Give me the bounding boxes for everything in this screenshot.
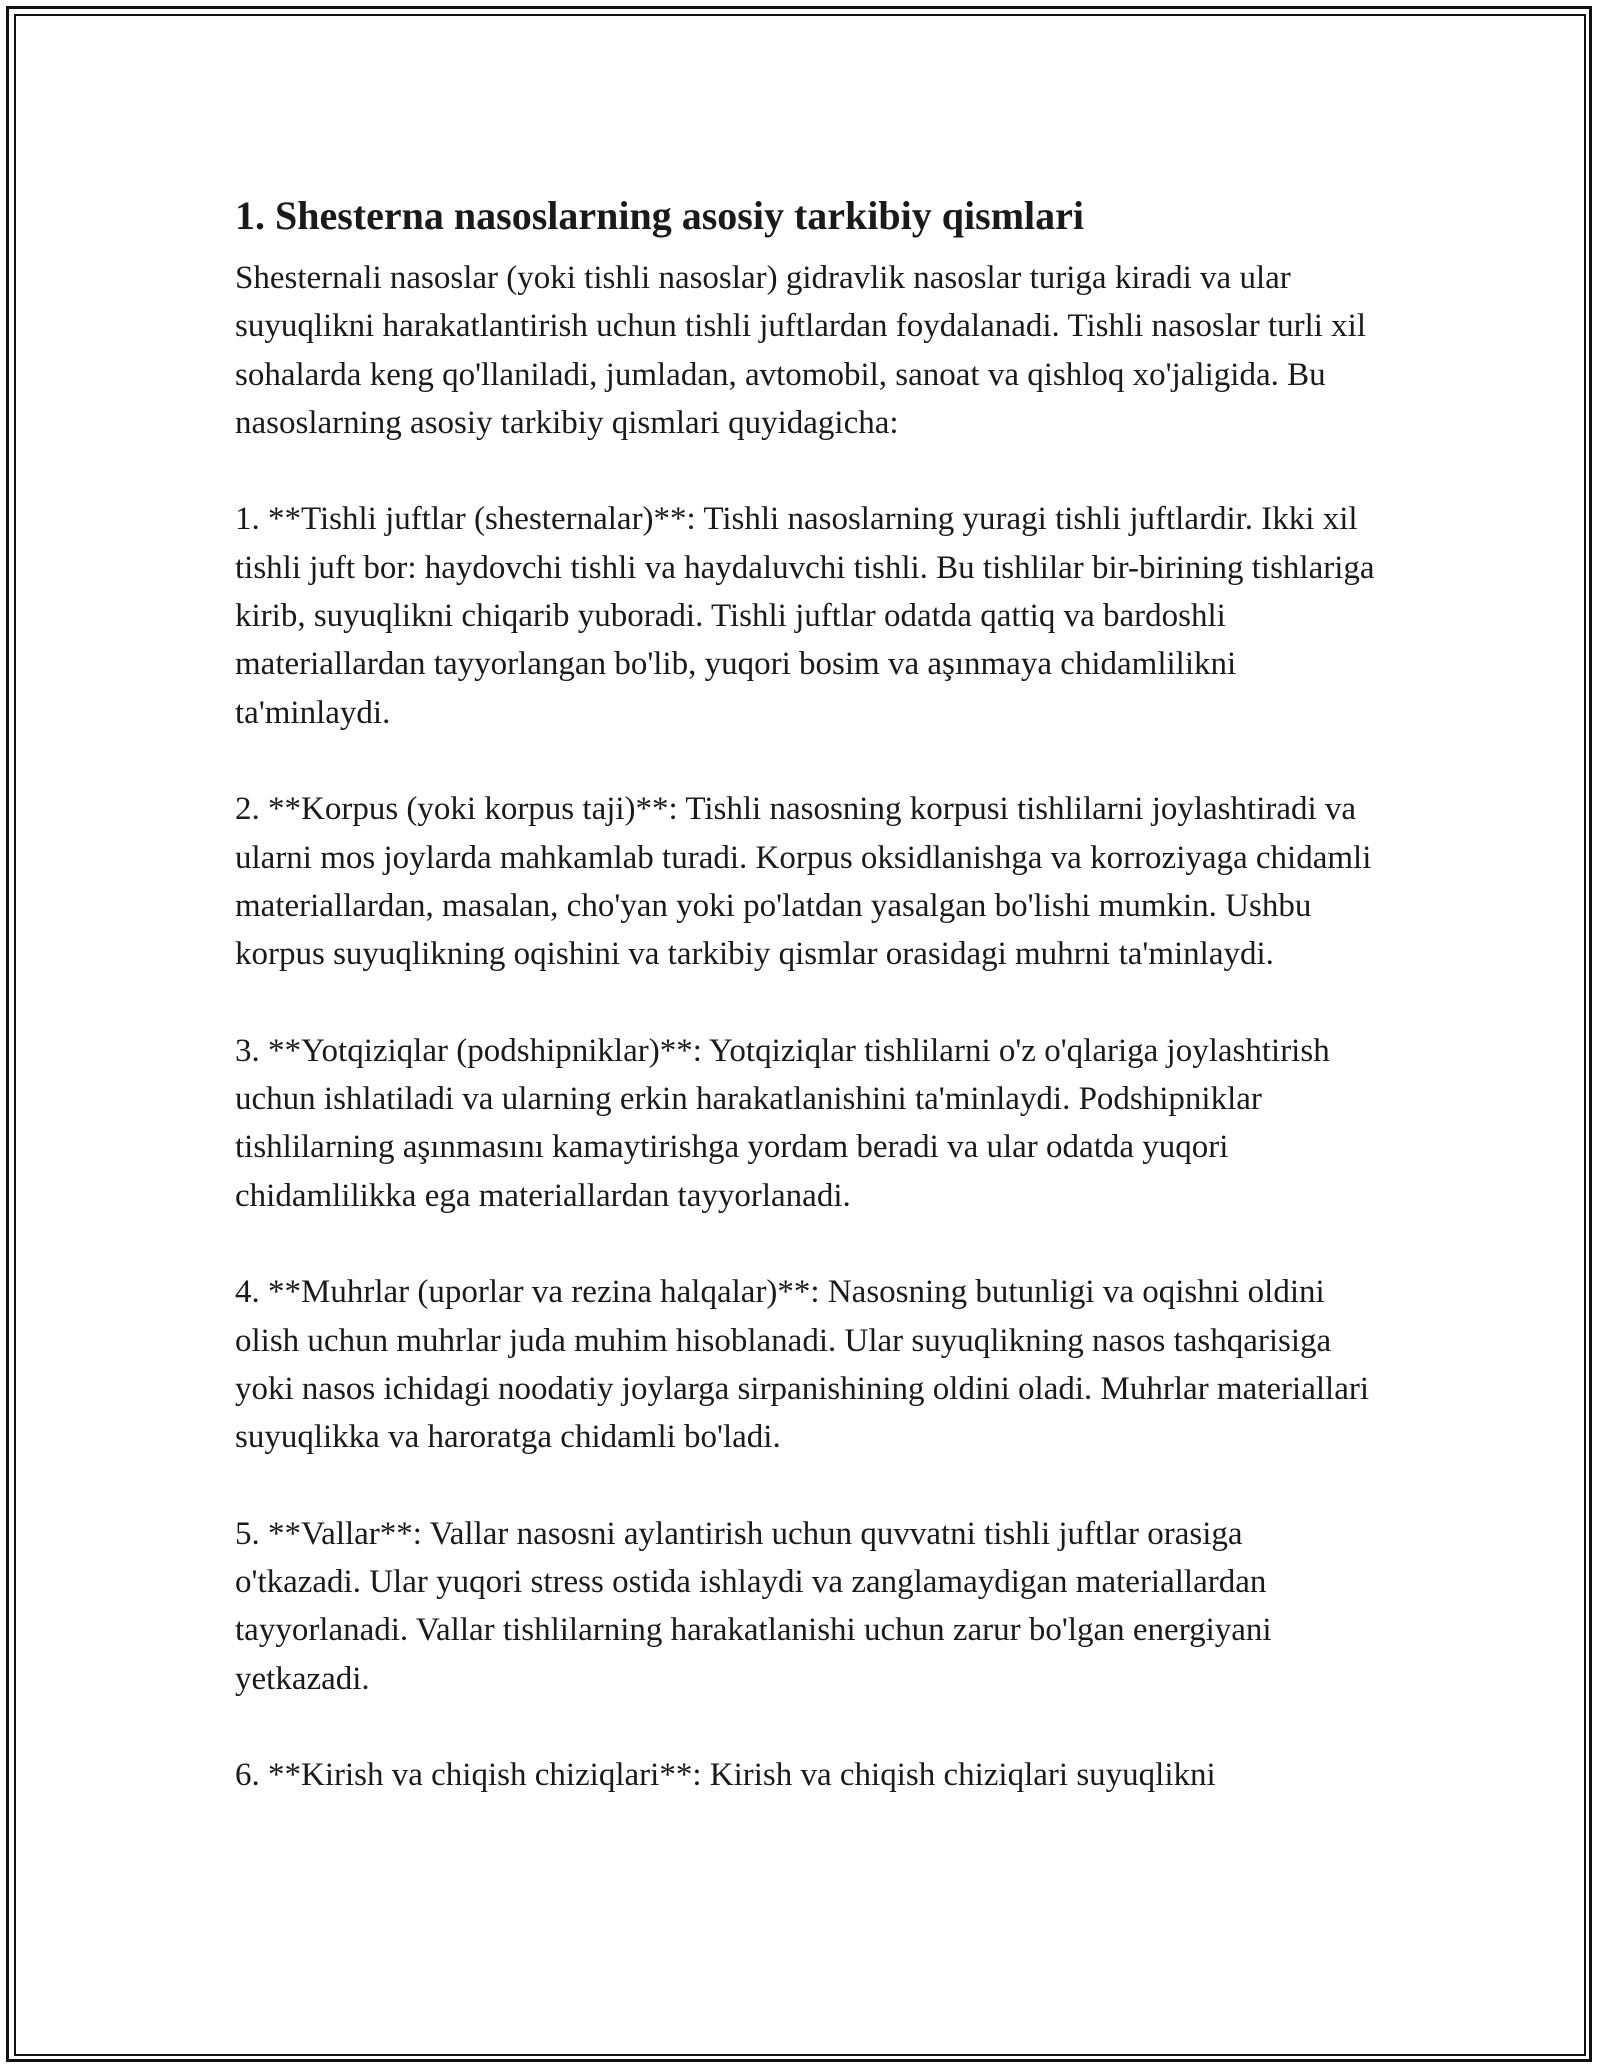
paragraph-item-4: 4. **Muhrlar (uporlar va rezina halqalar)**: Nasosning butunligi va oqishni oldini olish uchun muhrlar juda muhim hisoblanadi. Ular suyuqlikning nasos tashqarisiga yoki nasos ichidagi noodatiy joylarga sirpanishining oldini oladi. Muhrlar materiallari suyuqlikka va haroratga chidamli bo'ladi.	[235, 1274, 1370, 1456]
document-title: 1. Shesterna nasoslarning asosiy tarkibiy qismlari	[235, 193, 1085, 238]
paragraph-item-2: 2. **Korpus (yoki korpus taji)**: Tishli nasosning korpusi tishlilarni joylashtiradi va ularni mos joylarda mahkamlab turadi. Korpus oksidlanishga va korroziyaga chidamli materiallardan, masalan, cho'yan yoki po'latdan yasalgan bo'lishi mumkin. Ushbu korpus suyuqlikning oqishini va tarkibiy qismlar orasidagi muhrni ta'minlaydi.	[235, 791, 1372, 973]
paragraph-item-5: 5. **Vallar**: Vallar nasosni aylantirish uchun quvvatni tishli juftlar orasiga o'tkazadi. Ular yuqori stress ostida ishlaydi va zanglamaydigan materiallardan tayyorlanadi. Vallar tishlilarning harakatlanishi uchun zarur bo'lgan energiyani yetkazadi.	[235, 1515, 1272, 1697]
document-body	[235, 184, 1375, 1848]
intro-paragraph: Shesternali nasoslar (yoki tishli nasoslar) gidravlik nasoslar turiga kiradi va ular suyuqlikni harakatlantirish uchun tishli juftlardan foydalanadi. Tishli nasoslar turli xil sohalarda keng qo'llaniladi, jumladan, avtomobil, sanoat va qishloq xo'jaligida. Bu nasoslarning asosiy tarkibiy qismlari quyidagicha:	[235, 260, 1367, 441]
paragraph-item-6: 6. **Kirish va chiqish chiziqlari**: Kirish va chiqish chiziqlari suyuqlikni	[235, 1757, 1216, 1794]
paragraph-item-3: 3. **Yotqiziqlar (podshipniklar)**: Yotqiziqlar tishlilarni o'z o'qlariga joylashtirish uchun ishlatiladi va ularning erkin harakatlanishini ta'minlaydi. Podshipniklar tishlilarning aşınmasını kamaytirishga yordam beradi va ular odatda yuqori chidamlilikka ega materiallardan tayyorlanadi.	[235, 1032, 1330, 1214]
paragraph-item-1: 1. **Tishli juftlar (shesternalar)**: Tishli nasoslarning yuragi tishli juftlardir. Ikki xil tishli juft bor: haydovchi tishli va haydaluvchi tishli. Bu tishlilar bir-birining tishlariga kirib, suyuqlikni chiqarib yuboradi. Tishli juftlar odatda qattiq va bardoshli materiallardan tayyorlangan bo'lib, yuqori bosim va aşınmaya chidamlilikni ta'minlaydi.	[235, 501, 1375, 731]
